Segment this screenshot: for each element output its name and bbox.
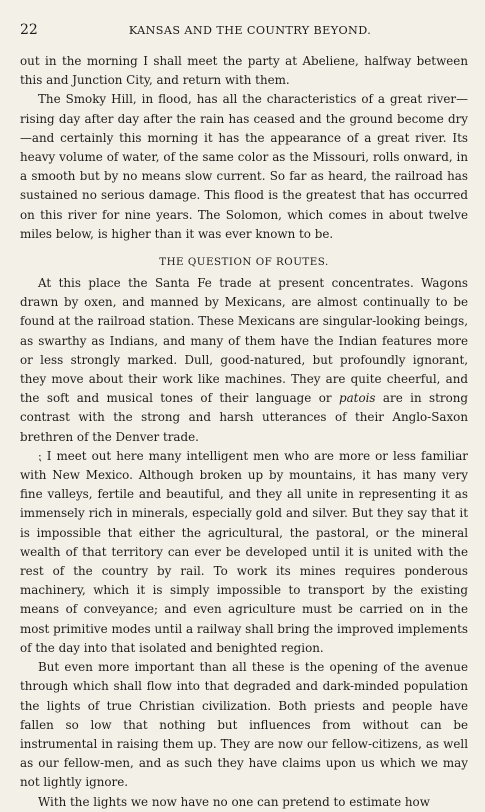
italic-word: patois xyxy=(338,391,376,406)
paragraph-civilization: But even more important than all these is the opening of the avenue through which shall flow into that degraded and dark-minded population the lights of true Christian civilization. Both priests and people have fallen so low that nothing but influences from without can be instrumental in raising them up. They are now our fellow-citizens, as well as our fellow-men, and as such they have claims upon us which we may not lightly ignore. xyxy=(20,660,468,790)
paragraph-lights: With the lights we now have no one can pretend to estimate how xyxy=(38,794,430,809)
page-number: 22 xyxy=(20,22,38,38)
paragraph-text: I meet out here many intelligent men who are more or less familiar with New Mexico. Although broken up by mountains, it has many very fine valleys, fertile and beautiful, and they all unite in representing it as immensely rich in minerals, especially gold and silver. But they say that it is impossible that either the agricultural, the pastoral, or the mineral wealth of that territory can ever be developed until it is united with the rest of the country by rail. To work its mines requires ponderous machinery, which it is simply impossible to transport by the existing means of conveyance; and even agriculture must be carried on in the most primitive modes until a railway shall bring the improved implements of the day into that isolated and benighted region. xyxy=(20,448,468,655)
paragraph-mark: ⁏ xyxy=(38,449,42,463)
paragraph-text: At this place the Santa Fe trade at present concentrates. Wagons drawn by oxen, and manned by Mexicans, are almost continually to be found at the railroad station. These Mexicans are singular-looking beings, as swarthy as Indians, and many of them have the Indian features more or less strongly marked. Dull, good-natured, but profoundly ignorant, they move about their work like machines. They are quite cheerful, and the soft and musical tones of their language or xyxy=(20,276,468,406)
paragraph-text: are in strong contrast with the strong and harsh utterances of their Anglo-Saxon brethren of the Denver trade. xyxy=(20,391,468,444)
page-header xyxy=(20,22,468,38)
section-heading: THE QUESTION OF ROUTES. xyxy=(159,256,329,269)
body-text xyxy=(20,52,468,812)
paragraph-santa-fe-trade xyxy=(20,274,468,447)
paragraph-continued: out in the morning I shall meet the party at Abeliene, halfway between this and Junction City, and return with them. xyxy=(20,54,468,88)
running-title: KANSAS AND THE COUNTRY BEYOND. xyxy=(128,24,372,37)
paragraph-smoky-hill: The Smoky Hill, in flood, has all the characteristics of a great river—rising day after day after the rain has ceased and the ground become dry—and certainly this morning it has the appearance of a great river. Its heavy volume of water, of the same color as the Missouri, rolls onward, in a smooth but by no means slow current. So far as heard, the railroad has sustained no serious damage. This flood is the greatest that has occurred on this river for nine years. The Solomon, which comes in about twelve miles below, is higher than it was ever known to be. xyxy=(20,92,468,241)
paragraph-new-mexico xyxy=(20,447,468,658)
